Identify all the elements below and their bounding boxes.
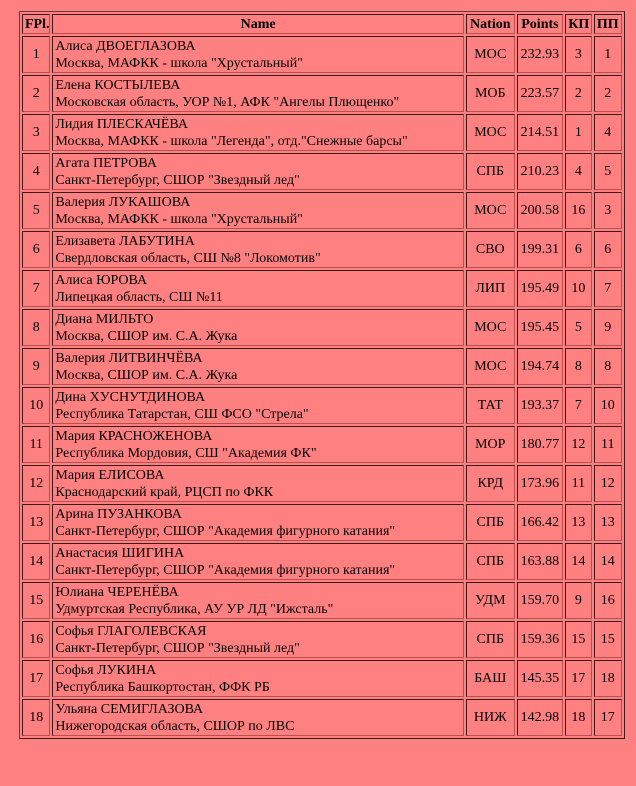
- cell-pp: 15: [594, 621, 622, 658]
- skater-name: Мария КРАСНОЖЕНОВА: [55, 428, 213, 444]
- table-row: [22, 699, 622, 736]
- skater-club: Санкт-Петербург, СШОР "Академия фигурного катания": [55, 523, 396, 539]
- cell-kp: 12: [565, 426, 591, 463]
- cell-fpl: 16: [22, 621, 50, 658]
- cell-name: [52, 621, 464, 658]
- skater-name: Алиса ДВОЕГЛАЗОВА: [55, 38, 196, 54]
- skater-club: Санкт-Петербург, СШОР "Звездный лед": [55, 640, 300, 656]
- skater-club: Республика Татарстан, СШ ФСО "Стрела": [55, 406, 309, 422]
- skater-club: Липецкая область, СШ №11: [55, 289, 223, 305]
- header-kp: КП: [565, 14, 591, 34]
- table-row: [22, 387, 622, 424]
- table-row: [22, 270, 622, 307]
- cell-nation: КРД: [466, 465, 515, 502]
- cell-kp: 10: [565, 270, 591, 307]
- skater-name: Юлиана ЧЕРЕНЁВА: [55, 584, 179, 600]
- skater-club: Республика Башкортостан, ФФК РБ: [55, 679, 270, 695]
- cell-fpl: 11: [22, 426, 50, 463]
- skater-club: Нижегородская область, СШОР по ЛВС: [55, 718, 295, 734]
- skater-name: Ульяна СЕМИГЛАЗОВА: [55, 701, 204, 717]
- cell-kp: 9: [565, 582, 591, 619]
- header-pp: ПП: [594, 14, 622, 34]
- skater-club: Московская область, УОР №1, АФК "Ангелы Плющенко": [55, 94, 400, 110]
- cell-fpl: 18: [22, 699, 50, 736]
- table-row: [22, 465, 622, 502]
- cell-name: [52, 231, 464, 268]
- cell-kp: 6: [565, 231, 591, 268]
- cell-name: [52, 36, 464, 73]
- cell-pp: 5: [594, 153, 622, 190]
- cell-pp: 10: [594, 387, 622, 424]
- cell-kp: 11: [565, 465, 591, 502]
- table-row: [22, 426, 622, 463]
- skater-name: Алиса ЮРОВА: [55, 272, 148, 288]
- cell-pp: 6: [594, 231, 622, 268]
- cell-nation: СПБ: [466, 543, 515, 580]
- cell-points: 232.93: [517, 36, 564, 73]
- header-row: [22, 14, 622, 34]
- cell-nation: МОС: [466, 192, 515, 229]
- header-points: Points: [517, 14, 564, 34]
- cell-pp: 18: [594, 660, 622, 697]
- skater-name: Елена КОСТЫЛЕВА: [55, 77, 181, 93]
- cell-fpl: 17: [22, 660, 50, 697]
- cell-nation: МОР: [466, 426, 515, 463]
- skater-club: Москва, СШОР им. С.А. Жука: [55, 367, 238, 383]
- cell-points: 180.77: [517, 426, 564, 463]
- skater-club: Свердловская область, СШ №8 "Локомотив": [55, 250, 321, 266]
- cell-nation: ТАТ: [466, 387, 515, 424]
- skater-club: Санкт-Петербург, СШОР "Звездный лед": [55, 172, 300, 188]
- cell-fpl: 7: [22, 270, 50, 307]
- table-row: [22, 543, 622, 580]
- cell-pp: 4: [594, 114, 622, 151]
- table-row: [22, 621, 622, 658]
- cell-name: [52, 387, 464, 424]
- cell-name: [52, 582, 464, 619]
- skater-name: Софья ЛУКИНА: [55, 662, 157, 678]
- skater-club: Москва, МАФКК - школа "Хрустальный": [55, 55, 303, 71]
- skater-club: Москва, МАФКК - школа "Хрустальный": [55, 211, 303, 227]
- cell-name: [52, 270, 464, 307]
- header-fpl: FPl.: [22, 14, 50, 34]
- skater-name: Валерия ЛИТВИНЧЁВА: [55, 350, 203, 366]
- cell-kp: 5: [565, 309, 591, 346]
- results-table-container: [19, 11, 625, 739]
- cell-nation: МОС: [466, 309, 515, 346]
- results-table: [19, 11, 625, 739]
- skater-club: Краснодарский край, РЦСП по ФКК: [55, 484, 274, 500]
- table-row: [22, 36, 622, 73]
- cell-fpl: 4: [22, 153, 50, 190]
- cell-nation: МОБ: [466, 75, 515, 112]
- table-row: [22, 504, 622, 541]
- cell-fpl: 3: [22, 114, 50, 151]
- cell-kp: 16: [565, 192, 591, 229]
- cell-kp: 13: [565, 504, 591, 541]
- cell-points: 195.45: [517, 309, 564, 346]
- cell-fpl: 8: [22, 309, 50, 346]
- skater-name: Диана МИЛЬТО: [55, 311, 154, 327]
- cell-points: 200.58: [517, 192, 564, 229]
- cell-nation: СПБ: [466, 504, 515, 541]
- cell-kp: 4: [565, 153, 591, 190]
- header-nation: Nation: [466, 14, 515, 34]
- cell-name: [52, 153, 464, 190]
- table-row: [22, 75, 622, 112]
- table-row: [22, 192, 622, 229]
- skater-name: Агата ПЕТРОВА: [55, 155, 157, 171]
- table-row: [22, 114, 622, 151]
- skater-club: Удмуртская Республика, АУ УР ЛД "Ижсталь": [55, 601, 334, 617]
- results-body: [22, 36, 622, 736]
- cell-nation: СПБ: [466, 621, 515, 658]
- skater-name: Софья ГЛАГОЛЕВСКАЯ: [55, 623, 207, 639]
- cell-fpl: 15: [22, 582, 50, 619]
- cell-pp: 1: [594, 36, 622, 73]
- cell-pp: 8: [594, 348, 622, 385]
- cell-fpl: 6: [22, 231, 50, 268]
- cell-name: [52, 192, 464, 229]
- skater-club: Москва, МАФКК - школа "Легенда", отд."Снежные барсы": [55, 133, 408, 149]
- cell-fpl: 10: [22, 387, 50, 424]
- cell-pp: 14: [594, 543, 622, 580]
- skater-name: Валерия ЛУКАШОВА: [55, 194, 191, 210]
- cell-kp: 1: [565, 114, 591, 151]
- cell-kp: 14: [565, 543, 591, 580]
- table-row: [22, 231, 622, 268]
- cell-points: 210.23: [517, 153, 564, 190]
- cell-nation: МОС: [466, 114, 515, 151]
- cell-name: [52, 309, 464, 346]
- table-row: [22, 348, 622, 385]
- cell-fpl: 5: [22, 192, 50, 229]
- cell-name: [52, 504, 464, 541]
- cell-kp: 17: [565, 660, 591, 697]
- skater-club: Республика Мордовия, СШ "Академия ФК": [55, 445, 317, 461]
- cell-nation: ЛИП: [466, 270, 515, 307]
- cell-points: 163.88: [517, 543, 564, 580]
- cell-name: [52, 699, 464, 736]
- cell-points: 199.31: [517, 231, 564, 268]
- skater-name: Лидия ПЛЕСКАЧЁВА: [55, 116, 188, 132]
- table-row: [22, 153, 622, 190]
- cell-name: [52, 465, 464, 502]
- header-name: Name: [52, 14, 464, 34]
- cell-name: [52, 348, 464, 385]
- cell-points: 223.57: [517, 75, 564, 112]
- cell-points: 173.96: [517, 465, 564, 502]
- cell-points: 159.70: [517, 582, 564, 619]
- cell-name: [52, 75, 464, 112]
- cell-pp: 9: [594, 309, 622, 346]
- cell-nation: БАШ: [466, 660, 515, 697]
- cell-pp: 13: [594, 504, 622, 541]
- cell-fpl: 12: [22, 465, 50, 502]
- cell-points: 194.74: [517, 348, 564, 385]
- cell-kp: 3: [565, 36, 591, 73]
- cell-fpl: 14: [22, 543, 50, 580]
- table-row: [22, 309, 622, 346]
- cell-pp: 2: [594, 75, 622, 112]
- skater-name: Елизавета ЛАБУТИНА: [55, 233, 195, 249]
- cell-name: [52, 660, 464, 697]
- cell-name: [52, 426, 464, 463]
- cell-fpl: 9: [22, 348, 50, 385]
- cell-pp: 12: [594, 465, 622, 502]
- cell-kp: 15: [565, 621, 591, 658]
- skater-name: Анастасия ШИГИНА: [55, 545, 185, 561]
- skater-name: Мария ЕЛИСОВА: [55, 467, 165, 483]
- cell-pp: 11: [594, 426, 622, 463]
- skater-club: Санкт-Петербург, СШОР "Академия фигурного катания": [55, 562, 396, 578]
- skater-name: Дина ХУСНУТДИНОВА: [55, 389, 206, 405]
- skater-name: Арина ПУЗАНКОВА: [55, 506, 182, 522]
- skater-club: Москва, СШОР им. С.А. Жука: [55, 328, 238, 344]
- cell-name: [52, 114, 464, 151]
- cell-pp: 17: [594, 699, 622, 736]
- cell-kp: 8: [565, 348, 591, 385]
- cell-fpl: 1: [22, 36, 50, 73]
- cell-points: 193.37: [517, 387, 564, 424]
- cell-nation: СПБ: [466, 153, 515, 190]
- table-row: [22, 660, 622, 697]
- cell-kp: 7: [565, 387, 591, 424]
- cell-kp: 18: [565, 699, 591, 736]
- cell-nation: МОС: [466, 348, 515, 385]
- cell-nation: СВО: [466, 231, 515, 268]
- cell-name: [52, 543, 464, 580]
- cell-points: 166.42: [517, 504, 564, 541]
- cell-kp: 2: [565, 75, 591, 112]
- cell-pp: 7: [594, 270, 622, 307]
- cell-fpl: 13: [22, 504, 50, 541]
- cell-points: 142.98: [517, 699, 564, 736]
- cell-points: 195.49: [517, 270, 564, 307]
- cell-nation: МОС: [466, 36, 515, 73]
- cell-pp: 3: [594, 192, 622, 229]
- cell-nation: УДМ: [466, 582, 515, 619]
- cell-points: 159.36: [517, 621, 564, 658]
- cell-nation: НИЖ: [466, 699, 515, 736]
- cell-pp: 16: [594, 582, 622, 619]
- cell-fpl: 2: [22, 75, 50, 112]
- table-row: [22, 582, 622, 619]
- cell-points: 214.51: [517, 114, 564, 151]
- cell-points: 145.35: [517, 660, 564, 697]
